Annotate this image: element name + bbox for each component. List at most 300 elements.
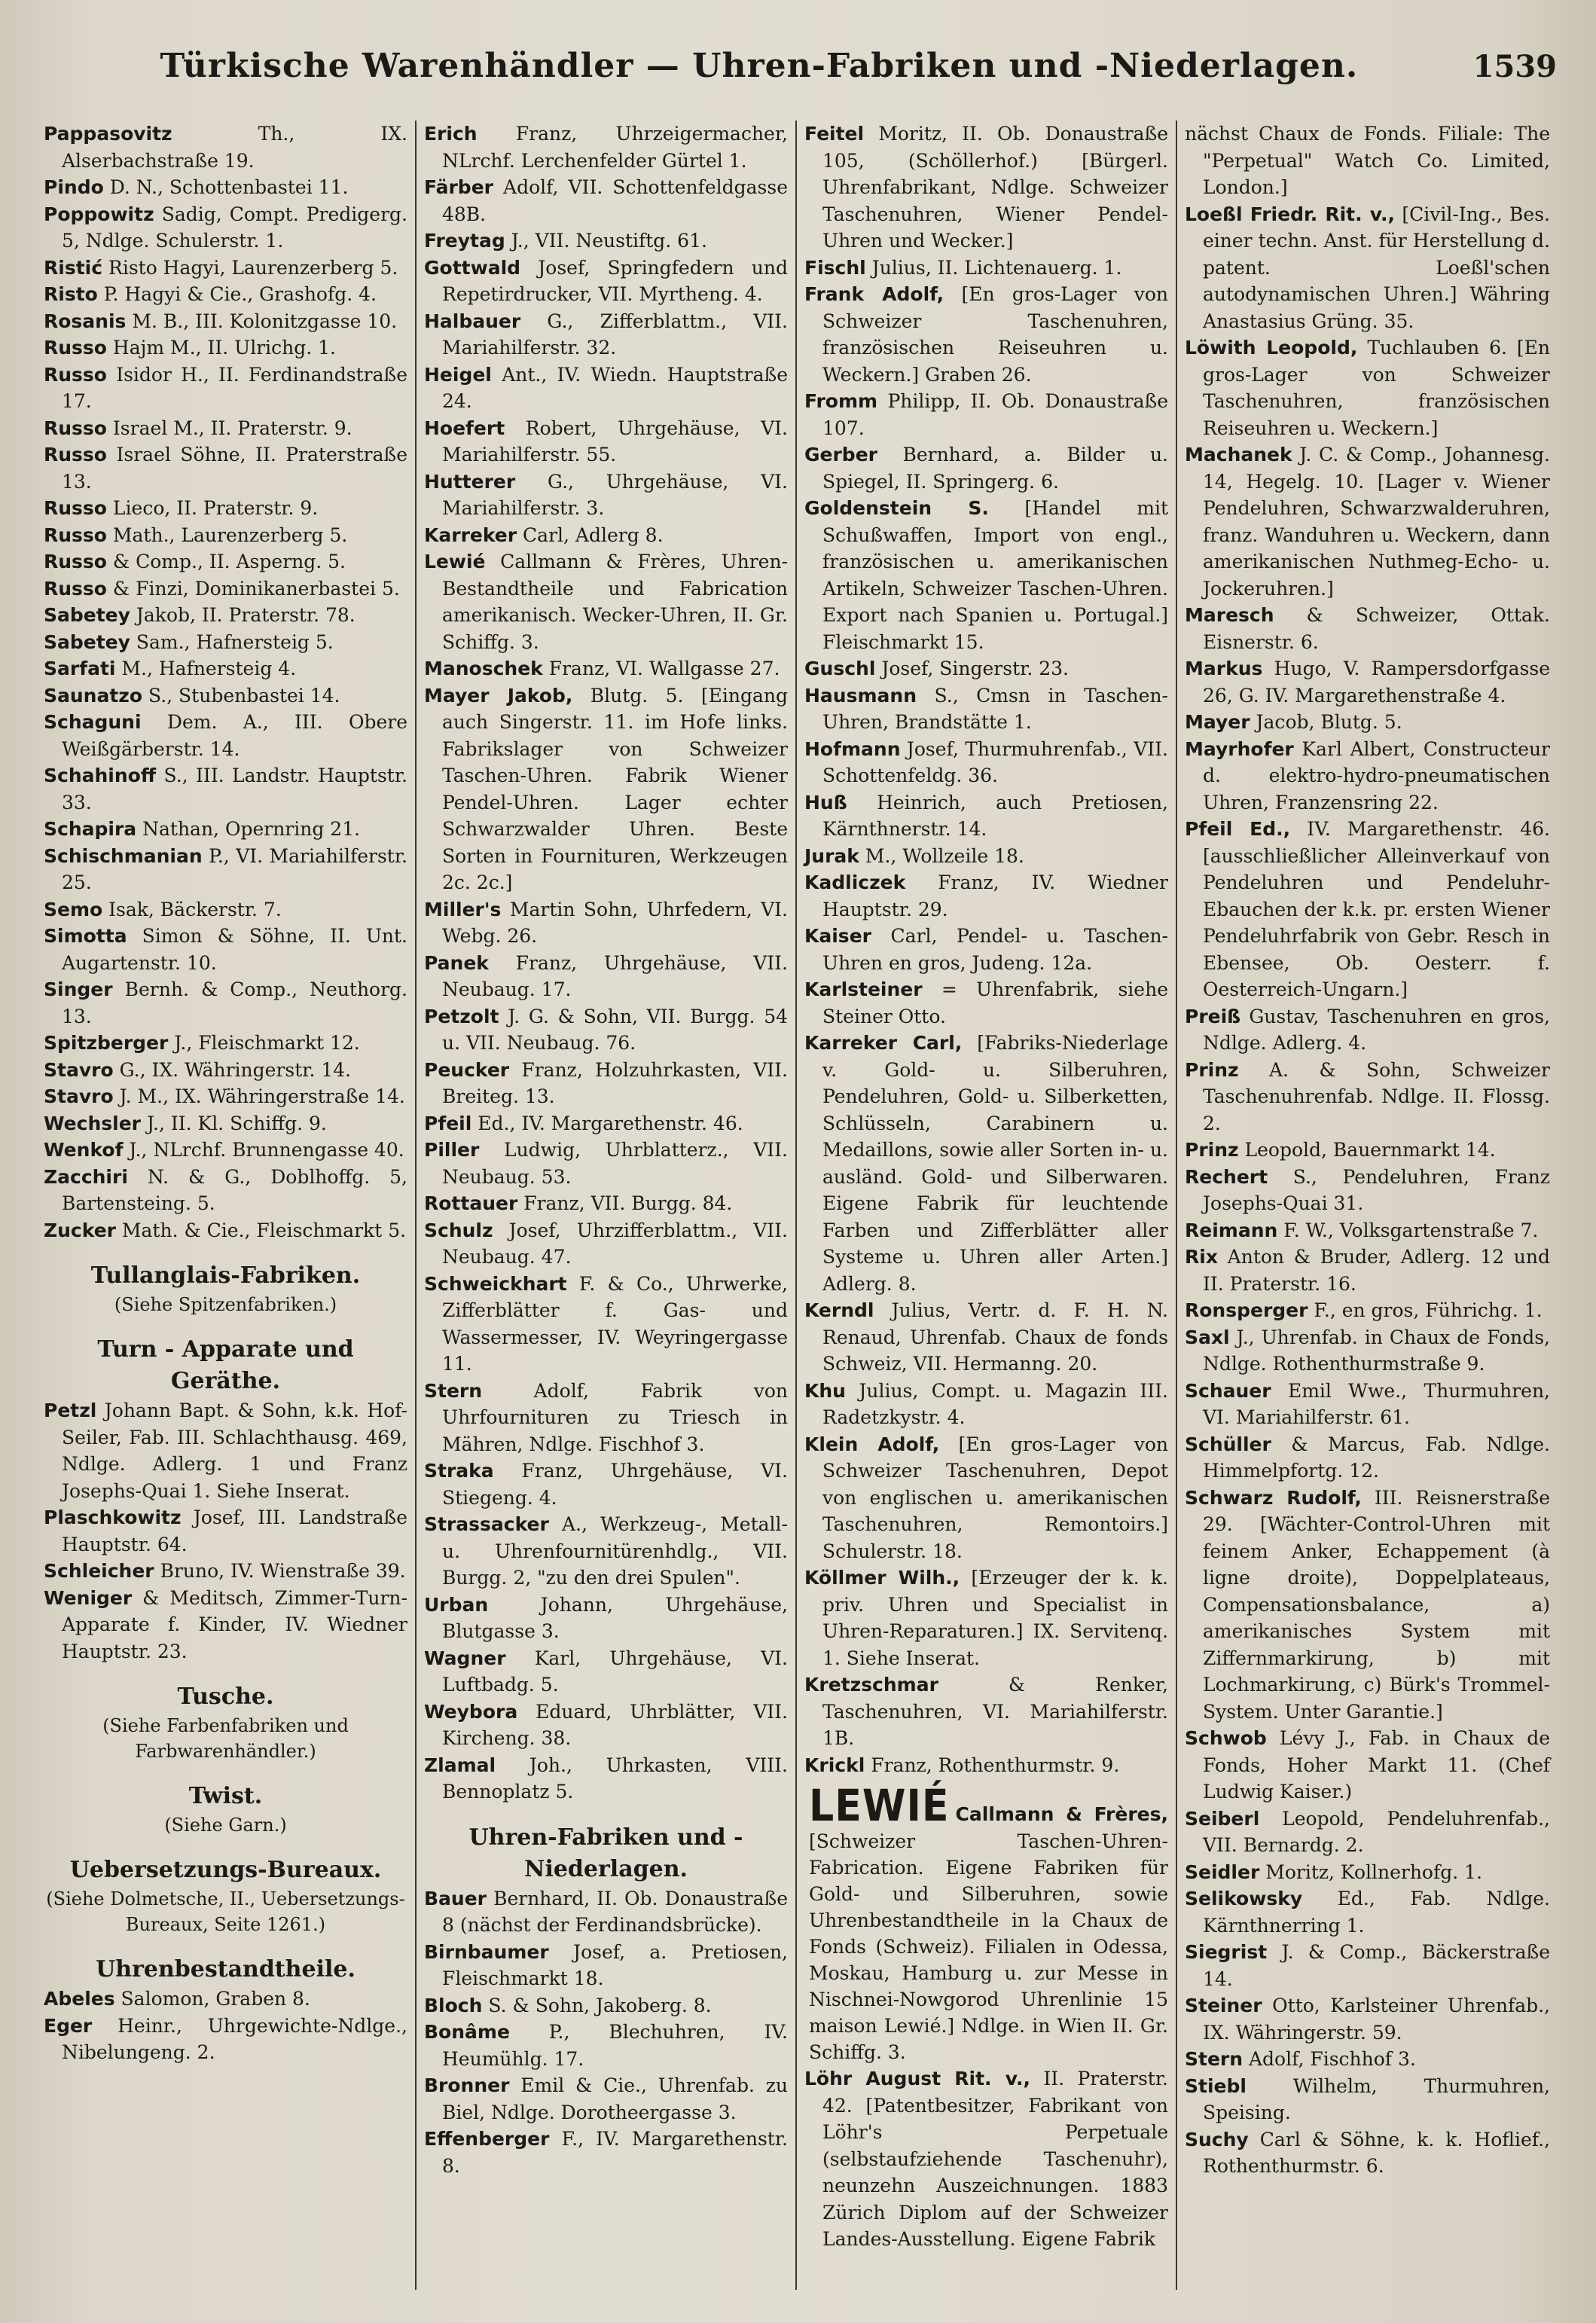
directory-entry <box>1185 334 1550 441</box>
entry-name: Karlsteiner <box>804 978 923 1000</box>
entry-name: Klein Adolf, <box>804 1433 940 1455</box>
section-note: (Siehe Dolmetsche, II., Uebersetzungs-Bureaux, Seite 1261.) <box>46 1888 405 1935</box>
entry-name: Weniger <box>44 1586 133 1609</box>
entry-name: Simotta <box>44 925 127 947</box>
page-title: Türkische Warenhändler — Uhren-Fabriken und -Niederlagen. <box>160 47 1359 85</box>
entry-name: Rix <box>1185 1246 1218 1268</box>
entry-details: Sam., Hafnersteig 5. <box>130 630 334 653</box>
entry-name: Hutterer <box>424 470 516 493</box>
entry-details: Robert, Uhrgehäuse, VI. Mariahilferstr. 55. <box>442 417 788 466</box>
entry-name: Urban <box>424 1593 489 1616</box>
directory-entry <box>44 522 407 549</box>
directory-entry <box>424 1992 788 2019</box>
directory-entry <box>424 1885 788 1939</box>
directory-entry <box>804 682 1168 736</box>
entry-name: Zacchiri <box>44 1165 128 1188</box>
entry-name: Rottauer <box>424 1192 518 1214</box>
entry-details: Risto Hagyi, Laurenzerberg 5. <box>102 256 398 279</box>
directory-entry <box>44 362 407 415</box>
entry-details: Josef, a. Pretiosen, Fleischmarkt 18. <box>442 1940 788 1989</box>
entry-details: J. G. & Sohn, VII. Burgg. 54 u. VII. Neubaug. 76. <box>442 1005 788 1054</box>
section-note: (Siehe Farbenfabriken und Farbwarenhändler.) <box>102 1715 349 1762</box>
directory-entry <box>1185 1164 1550 1217</box>
directory-entry <box>424 2072 788 2126</box>
entry-details: S., III. Landstr. Hauptstr. 33. <box>62 765 407 814</box>
directory-entry <box>44 1164 407 1217</box>
directory-entry <box>44 762 407 816</box>
directory-entry <box>424 1592 788 1645</box>
directory-entry <box>44 843 407 896</box>
entry-details: Philipp, II. Ob. Donaustraße 107. <box>822 390 1168 439</box>
directory-entry <box>804 736 1168 789</box>
entry-name: Prinz <box>1185 1058 1239 1081</box>
entry-name: Schwarz Rudolf, <box>1185 1486 1362 1509</box>
entry-details: Isak, Bäckerstr. 7. <box>102 898 282 920</box>
entry-name: Bonâme <box>424 2021 510 2043</box>
entry-details: S., Stubenbastei 14. <box>142 684 340 707</box>
entry-details: Ed., Fab. Ndlge. Kärnthnerring 1. <box>1203 1888 1550 1937</box>
directory-entry <box>1185 1725 1550 1806</box>
entry-name: Gottwald <box>424 256 521 279</box>
advertisement-entry <box>804 1780 1168 2065</box>
entry-name: Miller's <box>424 898 502 920</box>
entry-name: Goldenstein S. <box>804 497 989 519</box>
entry-name: Wechsler <box>44 1112 141 1134</box>
directory-entry <box>424 1190 788 1217</box>
directory-entry <box>804 388 1168 441</box>
directory-entry <box>44 1558 407 1585</box>
entry-name: Schwob <box>1185 1727 1267 1749</box>
directory-entry <box>1185 655 1550 709</box>
directory-entry <box>804 843 1168 870</box>
directory-entry <box>424 1939 788 1992</box>
entry-name: Lewié <box>424 551 486 572</box>
entry-name: Maresch <box>1185 604 1274 626</box>
entry-name: Russo <box>44 577 107 600</box>
entry-name: Russo <box>44 444 107 466</box>
directory-entry <box>1185 1244 1550 1297</box>
entry-details: Martin Sohn, Uhrfedern, VI. Webg. 26. <box>442 898 788 947</box>
entry-name: Schleicher <box>44 1560 154 1582</box>
directory-entry <box>804 281 1168 388</box>
directory-entry <box>1185 1297 1550 1324</box>
entry-name: Pfeil Ed., <box>1185 818 1291 840</box>
entry-details: Callmann & Frères, Uhren-Bestandtheile und Fabrication amerikanisch. Wecker-Uhren, II. Gr. Schiffg. 3. <box>442 551 788 653</box>
directory-entry <box>44 1057 407 1084</box>
entry-details: Math. & Cie., Fleischmarkt 5. <box>115 1219 407 1241</box>
entry-name: Russo <box>44 417 107 439</box>
entry-name: Russo <box>44 363 107 386</box>
entry-details: F., en gros, Führichg. 1. <box>1308 1299 1543 1321</box>
directory-entry <box>424 1378 788 1458</box>
entry-details: Franz, VII. Burgg. 84. <box>517 1192 733 1214</box>
directory-entry <box>424 522 788 549</box>
entry-name: Abeles <box>44 1988 115 2010</box>
entry-details: M. B., III. Kolonitzgasse 10. <box>126 310 398 332</box>
entry-details: Anton & Bruder, Adlerg. 12 und II. Praterstr. 16. <box>1203 1246 1550 1295</box>
entry-details: F. & Co., Uhrwerke, Zifferblätter f. Gas- und Wassermesser, IV. Weyringergasse 11. <box>442 1272 788 1375</box>
directory-entry <box>44 201 407 255</box>
directory-entry <box>44 2013 407 2066</box>
entry-details: Israel Söhne, II. Praterstraße 13. <box>62 444 407 493</box>
entry-name: Rosanis <box>44 310 127 332</box>
entry-details: [Schweizer Taschen-Uhren-Fabrication. Eigene Fabriken für Gold- und Silberuhren, sowie Uhrenbestandtheile in la Chaux de Fonds (Schweiz). Filialen in Odessa, Moskau, Hamburg u. zur Messe in Nischnei-Nowgorod Uhrenlinie 15 maison Lewié.] Ndlge. in Wien II. Gr. Schiffg. 3. <box>809 1830 1168 2063</box>
directory-entry <box>424 362 788 415</box>
entry-details: Josef, Singerstr. 23. <box>875 658 1069 679</box>
entry-name: Machanek <box>1185 444 1292 466</box>
section-heading: Uhren-Fabriken und -Niederlagen. <box>468 1824 743 1882</box>
entry-name: Stavro <box>44 1085 114 1107</box>
entry-name: Karreker Carl, <box>804 1032 963 1054</box>
section-heading: Turn - Apparate und Geräthe. <box>97 1336 354 1394</box>
directory-entry <box>804 1564 1168 1671</box>
entry-name: Risto <box>44 283 98 305</box>
directory-entry <box>424 469 788 522</box>
directory-entry <box>1185 1378 1550 1431</box>
directory-entry <box>424 1110 788 1137</box>
entry-details: IV. Margarethenstr. 46. [ausschließlicher Alleinverkauf von Pendeluhren und Pendeluhr-Ebauchen der k.k. pr. ersten Wiener Pendeluhrfabrik von Gebr. Resch in Ebensee, Ob. Oesterr. f. Oesterreich-Ungarn.] <box>1203 818 1550 1000</box>
entry-details: Math., Laurenzerberg 5. <box>106 524 348 546</box>
entry-name: Huß <box>804 791 847 814</box>
entry-details: A., Werkzeug-, Metall- u. Uhrenfournitürenhdlg., VII. Burgg. 2, "zu den drei Spulen". <box>442 1513 788 1589</box>
entry-details: Ludwig, Uhrblatterz., VII. Neubaug. 53. <box>442 1139 788 1188</box>
directory-entry <box>44 174 407 201</box>
entry-name: Panek <box>424 951 489 974</box>
entry-details: Bernh. & Comp., Neuthorg. 13. <box>62 978 407 1027</box>
entry-details: Heinr., Uhrgewichte-Ndlge., Nibelungeng. 2. <box>62 2014 407 2063</box>
entry-details: Dem. A., III. Obere Weißgärberstr. 14. <box>62 711 407 760</box>
column-1 <box>36 121 417 2290</box>
entry-name: Stern <box>1185 2048 1244 2070</box>
directory-entry <box>44 1137 407 1164</box>
entry-details: M., Hafnersteig 4. <box>115 658 297 679</box>
directory-entry <box>1185 121 1550 201</box>
entry-name: Frank Adolf, <box>804 283 944 305</box>
entry-details: nächst Chaux de Fonds. Filiale: The "Perpetual" Watch Co. Limited, London.] <box>1185 123 1550 198</box>
entry-details: Franz, Uhrgehäuse, VII. Neubaug. 17. <box>442 951 788 1000</box>
column-4 <box>1177 121 1558 2290</box>
entry-details: Carl & Söhne, k. k. Hoflief., Rothenthurmstr. 6. <box>1203 2128 1550 2177</box>
entry-name: Gerber <box>804 444 877 466</box>
directory-entry <box>424 682 788 896</box>
entry-details: Karl, Uhrgehäuse, VI. Luftbadg. 5. <box>442 1647 788 1696</box>
directory-entry <box>44 709 407 762</box>
entry-details: Karl Albert, Constructeur d. elektro-hydro-pneumatischen Uhren, Franzensring 22. <box>1203 737 1550 814</box>
directory-entry <box>804 1378 1168 1431</box>
entry-name: Steiner <box>1185 1995 1262 2016</box>
entry-name: Wagner <box>424 1647 506 1669</box>
section-heading: Uebersetzungs-Bureaux. <box>69 1857 382 1883</box>
entry-name: Suchy <box>1185 2128 1249 2151</box>
column-3 <box>797 121 1177 2290</box>
entry-name: Effenberger <box>424 2128 550 2150</box>
entry-name: Feitel <box>804 123 865 145</box>
entry-details: Julius, Compt. u. Magazin III. Radetzkystr. 4. <box>822 1379 1168 1428</box>
entry-name: Erich <box>424 123 478 145</box>
entry-name: Poppowitz <box>44 203 154 225</box>
entry-name: Schweickhart <box>424 1272 567 1295</box>
entry-details: P., VI. Mariahilferstr. 25. <box>62 844 407 893</box>
entry-name: Mayrhofer <box>1185 737 1294 760</box>
entry-name: Saxl <box>1185 1326 1230 1348</box>
directory-entry <box>44 1585 407 1665</box>
directory-entry <box>424 308 788 362</box>
entry-name: Stern <box>424 1379 483 1402</box>
entry-details: [En gros-Lager von Schweizer Taschenuhren, Depot von englischen u. amerikanischen Taschenuhren, Remontoirs.] Schulerstr. 18. <box>822 1433 1168 1562</box>
entry-details: J., NLrchf. Brunnengasse 40. <box>123 1139 404 1161</box>
entry-details: & Renker, Taschenuhren, VI. Mariahilferstr. 1B. <box>822 1674 1168 1749</box>
entry-details: Gustav, Taschenuhren en gros, Ndlge. Adlerg. 4. <box>1203 1005 1550 1054</box>
entry-name: Kerndl <box>804 1299 874 1321</box>
directory-entry <box>804 869 1168 923</box>
entry-name: Prinz <box>1185 1139 1239 1161</box>
entry-details: S., Cmsn in Taschen-Uhren, Brandstätte 1. <box>822 684 1168 733</box>
entry-details: & Marcus, Fab. Ndlge. Himmelpfortg. 12. <box>1203 1433 1550 1482</box>
entry-details: Josef, III. Landstraße Hauptstr. 64. <box>62 1506 407 1555</box>
directory-entry <box>44 896 407 923</box>
directory-entry <box>804 121 1168 255</box>
entry-details: Leopold, Bauernmarkt 14. <box>1238 1139 1496 1161</box>
entry-details: Adolf, Fabrik von Uhrfournituren zu Triesch in Mähren, Ndlge. Fischhof 3. <box>442 1379 788 1455</box>
entry-details: Lévy J., Fab. in Chaux de Fonds, Hoher Markt 11. (Chef Ludwig Kaiser.) <box>1203 1727 1550 1803</box>
entry-name: Pfeil <box>424 1112 472 1134</box>
entry-name: Spitzberger <box>44 1032 169 1054</box>
entry-name: Russo <box>44 337 107 359</box>
entry-name: Hausmann <box>804 684 917 707</box>
directory-entry <box>424 255 788 308</box>
entry-name: Rechert <box>1185 1165 1268 1188</box>
directory-entry <box>1185 2073 1550 2126</box>
entry-name: Wenkof <box>44 1139 124 1161</box>
entry-details: Carl, Pendel- u. Taschen-Uhren en gros, Judeng. 12a. <box>822 925 1168 974</box>
entry-details: J., II. Kl. Schiffg. 9. <box>141 1112 327 1134</box>
entry-name: Peucker <box>424 1058 510 1081</box>
directory-entry <box>424 1458 788 1511</box>
section-note: (Siehe Garn.) <box>164 1815 287 1836</box>
entry-details: & Schweizer, Ottak. Eisnerstr. 6. <box>1203 604 1550 653</box>
directory-entry <box>424 2126 788 2179</box>
directory-entry <box>424 1003 788 1057</box>
entry-name: Birnbaumer <box>424 1940 549 1963</box>
entry-details: Salomon, Graben 8. <box>114 1988 310 2010</box>
directory-entry <box>424 415 788 469</box>
entry-details: Adolf, VII. Schottenfeldgasse 48B. <box>442 176 788 225</box>
directory-entry <box>424 1271 788 1378</box>
directory-entry <box>44 1083 407 1110</box>
entry-details: J. & Comp., Bäckerstraße 14. <box>1203 1941 1550 1990</box>
entry-details: Ant., IV. Wiedn. Hauptstraße 24. <box>442 363 788 412</box>
entry-details: Eduard, Uhrblätter, VII. Kircheng. 38. <box>442 1700 788 1749</box>
entry-name: Köllmer Wilh., <box>804 1567 960 1589</box>
entry-name: Seiberl <box>1185 1807 1260 1830</box>
entry-name: Straka <box>424 1460 494 1482</box>
entry-name: Sabetey <box>44 604 130 626</box>
entry-details: P., Blechuhren, IV. Heumühlg. 17. <box>442 2021 788 2070</box>
entry-name: Khu <box>804 1379 846 1402</box>
directory-entry <box>1185 816 1550 1003</box>
section-note: (Siehe Spitzenfabriken.) <box>114 1294 337 1315</box>
entry-details: J. M., IX. Währingerstraße 14. <box>113 1085 405 1107</box>
entry-name: Heigel <box>424 363 492 386</box>
directory-entry <box>44 923 407 976</box>
directory-entry <box>44 255 407 282</box>
entry-details: Bernhard, II. Ob. Donaustraße 8 (nächst der Ferdinandsbrücke). <box>442 1887 788 1936</box>
entry-name: Fischl <box>804 256 866 279</box>
directory-entry <box>424 1217 788 1271</box>
entry-details: Sadig, Compt. Predigerg. 5, Ndlge. Schulerstr. 1. <box>62 203 407 252</box>
entry-name: Krickl <box>804 1754 865 1776</box>
section-heading: Uhrenbestandtheile. <box>96 1956 356 1983</box>
entry-details: Otto, Karlsteiner Uhrenfab., IX. Währingerstr. 59. <box>1203 1995 1550 2044</box>
entry-details: Franz, VI. Wallgasse 27. <box>542 658 780 679</box>
entry-details: & Meditsch, Zimmer-Turn-Apparate f. Kinder, IV. Wiedner Hauptstr. 23. <box>62 1586 407 1662</box>
entry-name: Saunatzo <box>44 684 143 707</box>
entry-details: Franz, Uhrzeigermacher, NLrchf. Lerchenfelder Gürtel 1. <box>442 123 788 172</box>
entry-name: Hofmann <box>804 737 901 760</box>
entry-details: Jacob, Blutg. 5. <box>1250 711 1402 733</box>
entry-name: Zlamal <box>424 1754 496 1776</box>
entry-name: Russo <box>44 524 107 546</box>
entry-details: Heinrich, auch Pretiosen, Kärnthnerstr. 14. <box>822 791 1168 840</box>
entry-name: Reimann <box>1185 1219 1278 1241</box>
directory-entry <box>1185 1324 1550 1378</box>
entry-details: [Erzeuger der k. k. priv. Uhren und Specialist in Uhren-Reparaturen.] IX. Servitenq. 1. Siehe Inserat. <box>822 1567 1169 1669</box>
entry-details: [En gros-Lager von Schweizer Taschenuhren, französischen Reiseuhren u. Weckern.] Graben 26. <box>822 283 1168 386</box>
entry-details: J., VII. Neustiftg. 61. <box>505 230 707 252</box>
entry-details: III. Reisnerstraße 29. [Wächter-Control-Uhren mit feinem Anker, Echappement (à ligne droite), Doppelplateaus, Compensationsbalance, a) amerikanisches System mit Ziffernmarkirung, b) mit Lochmarkirung, c) Bürk's Trommel-System. Unter Garantie.] <box>1203 1486 1550 1723</box>
section-heading: Tusche. <box>177 1683 274 1710</box>
entry-details: Johann, Uhrgehäuse, Blutgasse 3. <box>442 1593 788 1642</box>
directory-entry <box>44 1397 407 1504</box>
entry-details: Leopold, Pendeluhrenfab., VII. Bernardg. 2. <box>1203 1807 1550 1856</box>
directory-entry <box>1185 201 1550 335</box>
directory-entry <box>44 1217 407 1244</box>
directory-entry <box>1185 1485 1550 1726</box>
entry-name: Stiebl <box>1185 2074 1247 2097</box>
directory-entry <box>424 227 788 255</box>
entry-details: G., Zifferblattm., VII. Mariahilferstr. 32. <box>442 310 788 359</box>
entry-name: Preiß <box>1185 1005 1241 1027</box>
page-number: 1539 <box>1472 49 1557 84</box>
directory-entry <box>1185 2046 1550 2073</box>
entry-details: Carl, Adlerg 8. <box>517 524 664 546</box>
directory-entry <box>424 950 788 1003</box>
directory-entry <box>1185 1859 1550 1886</box>
section-heading: Twist. <box>188 1783 263 1809</box>
entry-name: Plaschkowitz <box>44 1506 182 1528</box>
entry-details: Julius, II. Lichtenauerg. 1. <box>865 256 1122 279</box>
entry-name: Loeßl Friedr. Rit. v., <box>1185 203 1395 225</box>
directory-entry <box>424 121 788 174</box>
entry-details: Emil Wwe., Thurmuhren, VI. Mariahilferstr. 61. <box>1203 1379 1550 1428</box>
entry-name: Mayer <box>1185 711 1250 733</box>
directory-entry <box>424 896 788 950</box>
entry-name: Petzl <box>44 1400 97 1421</box>
directory-entry <box>44 548 407 575</box>
directory-entry <box>44 575 407 603</box>
directory-entry <box>804 495 1168 655</box>
entry-details: = Uhrenfabrik, siehe Steiner Otto. <box>822 978 1168 1027</box>
entry-name: Löwith Leopold, <box>1185 337 1358 359</box>
entry-details: Moritz, II. Ob. Donaustraße 105, (Schöllerhof.) [Bürgerl. Uhrenfabrikant, Ndlge. Schweizer Taschenuhren, Wiener Pendel-Uhren und Wecker.] <box>822 123 1168 252</box>
entry-name: Russo <box>44 551 107 572</box>
entry-details: [Fabriks-Niederlage v. Gold- u. Silberuhren, Pendeluhren, Gold- u. Silberketten, Schlüsseln, Carabinern u. Medaillons, sowie aller Sorten in- u. ausländ. Gold- und Silberwaren. Eigene Fabrik für leuchtende Farben und Zifferblätter aller Systeme u. Uhren aller Arten.] Adlerg. 8. <box>822 1032 1168 1295</box>
directory-entry <box>44 1030 407 1057</box>
entry-name: Russo <box>44 497 107 519</box>
entry-name: Fromm <box>804 390 878 412</box>
directory-entry <box>424 1057 788 1110</box>
entry-name: Halbauer <box>424 310 521 332</box>
directory-entry <box>1185 2126 1550 2180</box>
directory-entry <box>44 308 407 335</box>
entry-name: Schischmanian <box>44 844 203 867</box>
directory-entry <box>804 976 1168 1030</box>
entry-details: Th., IX. Alserbachstraße 19. <box>62 123 407 172</box>
directory-entry <box>44 655 407 682</box>
entry-details: F., IV. Margarethenstr. 8. <box>442 2128 788 2177</box>
entry-details: Jakob, II. Praterstr. 78. <box>130 604 356 626</box>
entry-name: Singer <box>44 978 113 1000</box>
entry-details: M., Wollzeile 18. <box>859 844 1024 867</box>
entry-details: & Comp., II. Asperng. 5. <box>106 551 346 572</box>
entry-name: Markus <box>1185 658 1263 679</box>
directory-entry <box>44 629 407 656</box>
directory-entry <box>1185 1057 1550 1137</box>
directory-entry <box>804 1297 1168 1378</box>
directory-entry <box>1185 709 1550 736</box>
directory-entry <box>44 281 407 308</box>
directory-entry <box>1185 1939 1550 1992</box>
directory-entry <box>804 655 1168 682</box>
directory-entry <box>424 548 788 655</box>
entry-details: Tuchlauben 6. [En gros-Lager von Schweizer Taschenuhren, französischen Reiseuhren u. Weckern.] <box>1203 337 1550 439</box>
directory-entry <box>804 1030 1168 1297</box>
entry-name: Jurak <box>804 844 859 867</box>
entry-details: Simon & Söhne, II. Unt. Augartenstr. 10. <box>62 925 407 974</box>
entry-details: [Handel mit Schußwaffen, Import von engl., französischen u. amerikanischen Artikeln, Schweizer Taschen-Uhren. Export nach Spanien u. Portugal.] Fleischmarkt 15. <box>822 497 1169 653</box>
directory-entry <box>424 1699 788 1752</box>
entry-details: J., Uhrenfab. in Chaux de Fonds, Ndlge. Rothenthurmstraße 9. <box>1203 1326 1550 1375</box>
directory-entry <box>44 495 407 522</box>
entry-name: Strassacker <box>424 1513 549 1535</box>
directory-entry <box>44 1986 407 2013</box>
entry-name: Seidler <box>1185 1861 1260 1883</box>
directory-entry <box>804 441 1168 495</box>
entry-name: Pindo <box>44 176 104 198</box>
entry-details: Josef, Springfedern und Repetirdrucker, VII. Myrtheng. 4. <box>442 256 788 305</box>
entry-details: S. & Sohn, Jakoberg. 8. <box>482 1994 712 2016</box>
entry-details: Lieco, II. Praterstr. 9. <box>106 497 319 519</box>
entry-name: Schulz <box>424 1219 493 1241</box>
entry-details: & Finzi, Dominikanerbastei 5. <box>106 577 400 600</box>
entry-name: Schapira <box>44 818 137 840</box>
entry-name: Zucker <box>44 1219 116 1241</box>
entry-details: Josef, Uhrzifferblattm., VII. Neubaug. 47. <box>442 1219 788 1268</box>
directory-entry <box>44 121 407 174</box>
entry-details: Bruno, IV. Wienstraße 39. <box>154 1560 406 1582</box>
directory-entry <box>424 174 788 227</box>
entry-details: Hajm M., II. Ulrichg. 1. <box>106 337 336 359</box>
entry-details: Blutg. 5. [Eingang auch Singerstr. 11. im Hofe links. Fabrikslager von Schweizer Taschen-Uhren. Fabrik Wiener Pendel-Uhren. Lager echter Schwarzwalder Uhren. Beste Sorten in Fournituren, Werkzeugen 2c. 2c.] <box>442 684 788 893</box>
directory-entry <box>1185 602 1550 655</box>
entry-name: Freytag <box>424 230 505 252</box>
entry-name: Manoschek <box>424 658 543 679</box>
entry-name: Sabetey <box>44 630 130 653</box>
entry-details: Moritz, Kollnerhofg. 1. <box>1259 1861 1482 1883</box>
directory-entry <box>424 1752 788 1806</box>
entry-name: Schahinoff <box>44 765 157 786</box>
directory-columns <box>36 121 1558 2290</box>
